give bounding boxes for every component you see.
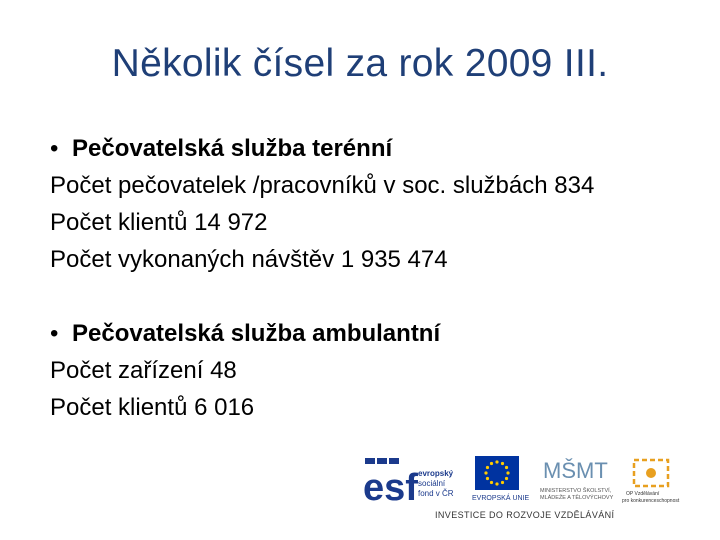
eu-star-icon (486, 477, 489, 480)
esf-text: esf (363, 467, 418, 508)
eu-star-icon (490, 481, 493, 484)
bullet-icon: • (50, 320, 59, 347)
slide-title: Několik čísel za rok 2009 III. (111, 42, 609, 85)
content-line: Počet klientů 14 972 (50, 209, 268, 236)
eu-star-icon (506, 471, 509, 474)
svg-text:fond v ČR: fond v ČR (418, 489, 454, 498)
bullet-icon: • (50, 135, 59, 162)
eu-star-icon (495, 482, 498, 485)
svg-text:evropský: evropský (418, 469, 454, 478)
content-line: Počet vykonaných návštěv 1 935 474 (50, 246, 448, 273)
op-logo (622, 460, 680, 504)
eu-star-icon (484, 471, 487, 474)
svg-text:MLÁDEŽE A TĚLOVÝCHOVY: MLÁDEŽE A TĚLOVÝCHOVY (540, 495, 614, 501)
svg-text:sociální: sociální (418, 479, 446, 488)
eu-flag-logo (472, 456, 530, 502)
eu-star-icon (505, 466, 508, 469)
content-line: Počet klientů 6 016 (50, 394, 255, 421)
eu-star-icon (486, 466, 489, 469)
eu-star-icon (501, 481, 504, 484)
svg-text:MINISTERSTVO ŠKOLSTVÍ,: MINISTERSTVO ŠKOLSTVÍ, (540, 488, 612, 494)
logo-strip (360, 452, 690, 522)
msmt-logo (540, 458, 614, 501)
eu-star-icon (490, 462, 493, 465)
slide-content (50, 130, 700, 426)
eu-star-icon (501, 462, 504, 465)
eu-star-icon (505, 477, 508, 480)
msmt-text: MŠMT (543, 458, 608, 483)
section-heading-2: • Pečovatelská služba ambulantní (50, 315, 700, 352)
section-heading-1: • Pečovatelská služba terénní (50, 130, 700, 167)
content-line: Počet pečovatelek /pracovníků v soc. službách 834 (50, 172, 595, 199)
svg-text:pro konkurenceschopnost: pro konkurenceschopnost (622, 498, 680, 504)
content-line: Počet zařízení 48 (50, 357, 237, 384)
svg-text:EVROPSKÁ UNIE: EVROPSKÁ UNIE (472, 495, 530, 502)
logo-bottom-text: INVESTICE DO ROZVOJE VZDĚLÁVÁNÍ (435, 510, 615, 520)
esf-logo (363, 458, 454, 508)
logo-strip-svg (360, 452, 690, 508)
eu-star-icon (495, 460, 498, 463)
svg-text:OP Vzdělávání: OP Vzdělávání (626, 491, 660, 497)
